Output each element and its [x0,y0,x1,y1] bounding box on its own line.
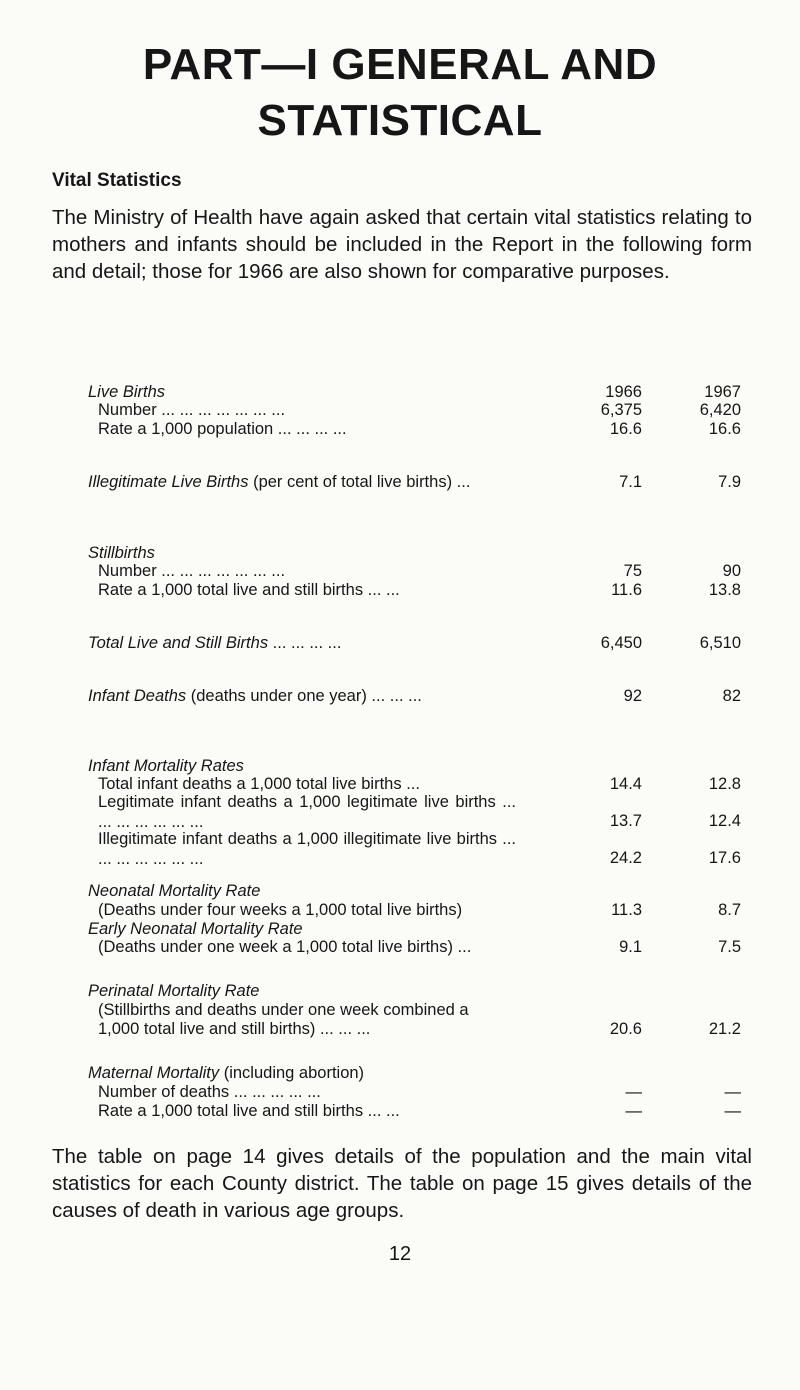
illegitimate-births-row [88,472,470,492]
imr-legitimate-label: Legitimate infant deaths a 1,000 legitimate live births ... ... ... ... ... ... ... [98,793,516,832]
perinatal-1967: 21.2 [708,1020,741,1039]
imr-illegitimate-label: Illegitimate infant deaths a 1,000 illegitimate live births ... ... ... ... ... ... ... [98,830,516,869]
stillbirths-rate-1967: 13.8 [708,580,741,599]
perinatal-heading: Perinatal Mortality Rate [88,982,260,1001]
year-1966-header: 1966 [605,383,642,401]
perinatal-label-line-2: 1,000 total live and still births) ... ... ... [98,1020,371,1039]
early-neonatal-heading: Early Neonatal Mortality Rate [88,919,303,938]
perinatal-1966: 20.6 [609,1020,642,1039]
stillbirths-number-1967: 90 [722,562,741,581]
total-births-1967: 6,510 [699,634,741,653]
early-neonatal-label: (Deaths under one week a 1,000 total live births) ... [98,938,472,957]
infant-deaths-1966: 92 [623,687,642,705]
total-births-1966: 6,450 [600,634,642,653]
maternal-rate-1967: — [724,1102,741,1121]
maternal-mortality-heading: Maternal Mortality [88,1064,220,1083]
neonatal-heading: Neonatal Mortality Rate [88,882,261,901]
infant-deaths-heading: Infant Deaths [88,687,187,705]
neonatal-label: (Deaths under four weeks a 1,000 total live births) [98,900,463,919]
illegitimate-births-1967: 7.9 [718,473,741,492]
stillbirths-number-1966: 75 [623,562,642,581]
early-neonatal-1967: 7.5 [718,938,741,957]
infant-deaths-row [88,686,422,706]
imr-legitimate-1966: 13.7 [609,811,642,830]
intro-paragraph: The Ministry of Health have again asked that certain vital statistics relating to mothers and infants should be included in the Report in the following form and detail; those for 1966 are also shown for comparative purposes. [52,206,752,283]
imr-illegitimate-1967: 17.6 [708,848,741,867]
section-heading: Vital Statistics [52,170,182,191]
page-number: 12 [388,1243,412,1266]
stillbirths-heading: Stillbirths [88,543,155,562]
total-births-row [88,633,341,653]
infant-deaths-1967: 82 [722,687,741,705]
stillbirths-rate-1966: 11.6 [611,580,642,599]
neonatal-1966: 11.3 [611,900,642,919]
maternal-rate-label: Rate a 1,000 total live and still births ... ... [98,1102,400,1121]
live-births-number-1966: 6,375 [600,401,642,420]
live-births-rate-1967: 16.6 [708,419,741,438]
imr-legitimate-1967: 12.4 [708,811,741,830]
maternal-rate-1966: — [625,1102,642,1121]
maternal-mortality-heading-rest: (including abortion) [219,1064,365,1083]
stillbirths-number-label: Number ... ... ... ... ... ... ... [98,562,286,581]
illegitimate-births-1966: 7.1 [619,473,642,492]
live-births-number-1967: 6,420 [699,401,741,420]
imr-total-1967: 12.8 [708,775,741,793]
live-births-rate-1966: 16.6 [609,419,642,438]
live-births-heading: Live Births [88,383,166,401]
maternal-number-1967: — [724,1083,741,1102]
page-title-line-1: PART—I GENERAL AND [142,40,658,89]
imr-total-label: Total infant deaths a 1,000 total live births ... [98,775,420,793]
outro-paragraph: The table on page 14 gives details of the population and the main vital statistics for each County district. The table on page 15 gives details of the causes of death in various age groups. [52,1145,752,1223]
imr-total-1966: 14.4 [609,775,642,793]
live-births-rate-label: Rate a 1,000 population ... ... ... ... [98,419,347,438]
stillbirths-rate-label: Rate a 1,000 total live and still births ... ... [98,580,400,599]
infant-mortality-heading: Infant Mortality Rates [88,756,244,775]
maternal-mortality-row [88,1063,364,1083]
maternal-number-1966: — [625,1083,642,1102]
total-births-dots: ... ... ... ... [268,634,342,653]
maternal-number-label: Number of deaths ... ... ... ... ... [98,1083,321,1102]
imr-illegitimate-1966: 24.2 [609,848,642,867]
infant-deaths-label: (deaths under one year) ... ... ... [186,687,422,705]
neonatal-1967: 8.7 [718,900,741,919]
illegitimate-births-label: (per cent of total live births) ... [248,473,471,492]
perinatal-label-line-1: (Stillbirths and deaths under one week combined a [98,1001,469,1020]
early-neonatal-1966: 9.1 [619,938,642,957]
total-births-heading: Total Live and Still Births [88,634,269,653]
page-title-line-2: STATISTICAL [257,96,543,145]
year-1967-header: 1967 [704,383,741,401]
live-births-number-label: Number ... ... ... ... ... ... ... [98,401,286,420]
illegitimate-births-heading: Illegitimate Live Births [88,473,249,492]
